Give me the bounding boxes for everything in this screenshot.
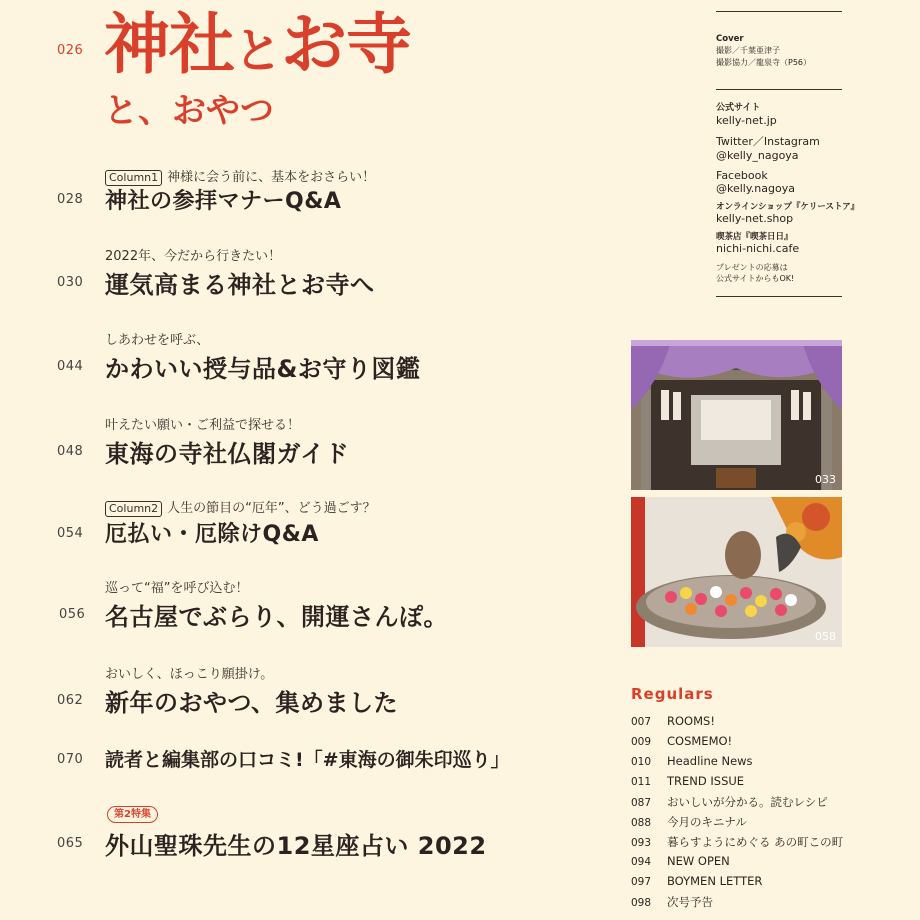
regular-item[interactable] (631, 854, 730, 868)
toc-title[interactable]: 厄払い・厄除けQ&A (105, 522, 319, 547)
divider (716, 11, 842, 12)
hero-title (104, 6, 412, 83)
toc-page-number: 070 (57, 752, 84, 767)
site-label: 公式サイト (716, 103, 761, 113)
regular-page: 009 (631, 736, 652, 748)
regular-item[interactable] (631, 874, 762, 888)
feature-badge: 第2特集 (107, 806, 158, 823)
cover-label: Cover (716, 34, 744, 44)
facebook-link[interactable]: @kelly.nagoya (716, 182, 795, 195)
toc-kicker: 叶えたい願い・ご利益で探せる！ (105, 418, 301, 433)
toc-kicker: 巡って“福”を呼び込む！ (105, 581, 249, 596)
photo-page-number: 058 (815, 630, 836, 643)
site-link[interactable]: kelly-net.jp (716, 114, 777, 127)
toc-kicker: 2022年、今だから行きたい！ (105, 249, 282, 264)
regular-label: TREND ISSUE (667, 774, 745, 788)
cafe-link[interactable]: nichi-nichi.cafe (716, 242, 800, 255)
regular-item[interactable] (631, 834, 843, 850)
toc-kicker (105, 497, 376, 517)
regular-page: 088 (631, 817, 652, 829)
regular-label: NEW OPEN (667, 854, 730, 868)
regular-label: Headline News (667, 754, 753, 768)
hero-subtitle: と、おやつ (104, 91, 274, 131)
regular-item[interactable] (631, 894, 713, 910)
regular-page: 094 (631, 856, 652, 868)
toc-page-number: 056 (59, 607, 86, 622)
regular-item[interactable] (631, 734, 732, 748)
present-note: 公式サイトからもOK! (716, 274, 795, 283)
regular-page: 087 (631, 797, 652, 809)
toc-title[interactable]: 神社の参拝マナーQ&A (105, 189, 342, 214)
toc-title[interactable]: かわいい授与品&お守り図鑑 (105, 355, 421, 383)
present-note: プレゼントの応募は (716, 263, 788, 272)
toc-title[interactable]: 運気高まる神社とお寺へ (105, 271, 375, 299)
toc-page-number: 044 (57, 359, 84, 374)
regular-page: 093 (631, 837, 652, 849)
feature-badge-wrap (107, 802, 158, 823)
regular-page: 097 (631, 876, 652, 888)
column-tag: Column1 (105, 170, 162, 186)
twitter-link[interactable]: @kelly_nagoya (716, 149, 799, 162)
regular-label: ROOMS! (667, 714, 715, 728)
toc-page-number: 054 (57, 526, 84, 541)
toc-kicker: しあわせを呼ぶ、 (105, 333, 210, 348)
toc-page-number: 028 (57, 192, 84, 207)
toc-title[interactable]: 読者と編集部の口コミ!「#東海の御朱印巡り」 (105, 749, 510, 771)
regular-label: 暮らすようにめぐる あの町この町 (667, 835, 844, 849)
facebook-label: Facebook (716, 169, 768, 182)
shop-label: オンラインショップ『ケリーストア』 (716, 202, 860, 212)
regular-label: 次号予告 (667, 895, 713, 909)
cafe-label: 喫茶店『喫茶日日』 (716, 232, 793, 242)
flower-basin-illustration (631, 497, 842, 647)
regulars-title: Regulars (631, 685, 714, 703)
divider (716, 89, 842, 90)
divider (716, 296, 842, 297)
cover-photographer: 撮影／千葉亜津子 (716, 46, 780, 55)
hero-title-part: 神社 (104, 6, 234, 83)
regular-page: 010 (631, 756, 652, 768)
regular-label: BOYMEN LETTER (667, 874, 763, 888)
hero-title-part: お寺 (281, 6, 412, 83)
toc-title[interactable]: 新年のおやつ、集めました (105, 689, 399, 717)
regular-item[interactable] (631, 774, 744, 788)
toc-kicker (105, 166, 375, 186)
hero-page-number: 026 (57, 43, 84, 58)
toc-kicker: おいしく、ほっこり願掛け。 (105, 667, 274, 682)
regular-label: おいしいが分かる。読むレシピ (667, 795, 828, 809)
regular-item[interactable] (631, 794, 828, 810)
shrine-illustration (631, 340, 842, 490)
kicker-text: 神様に会う前に、基本をおさらい！ (167, 170, 376, 185)
regular-page: 007 (631, 716, 652, 728)
twitter-label: Twitter／Instagram (716, 135, 820, 148)
toc-title[interactable]: 名古屋でぶらり、開運さんぽ。 (105, 603, 448, 631)
toc-page-number: 065 (57, 836, 84, 851)
shop-link[interactable]: kelly-net.shop (716, 212, 794, 225)
regular-page: 011 (631, 776, 652, 788)
shrine-photo (631, 340, 842, 490)
regular-item[interactable] (631, 754, 753, 768)
photo-page-number: 033 (815, 473, 836, 486)
column-tag: Column2 (105, 501, 162, 517)
toc-page-number: 030 (57, 275, 84, 290)
hero-title-part: と (234, 23, 282, 79)
regular-item[interactable] (631, 714, 715, 728)
regular-label: 今月のキニナル (667, 815, 747, 829)
regular-label: COSMEMO! (667, 734, 733, 748)
toc-title[interactable]: 東海の寺社仏閣ガイド (105, 440, 350, 468)
toc-page-number: 062 (57, 693, 84, 708)
regular-page: 098 (631, 897, 652, 909)
regular-item[interactable] (631, 814, 747, 830)
kicker-text: 人生の節目の“厄年”、どう過ごす？ (167, 501, 376, 516)
flower-basin-photo (631, 497, 842, 647)
toc-page-number: 048 (57, 444, 84, 459)
toc-title[interactable]: 外山聖珠先生の12星座占い 2022 (105, 832, 487, 860)
cover-cooperation: 撮影協力／龍泉寺（P56） (716, 58, 812, 67)
